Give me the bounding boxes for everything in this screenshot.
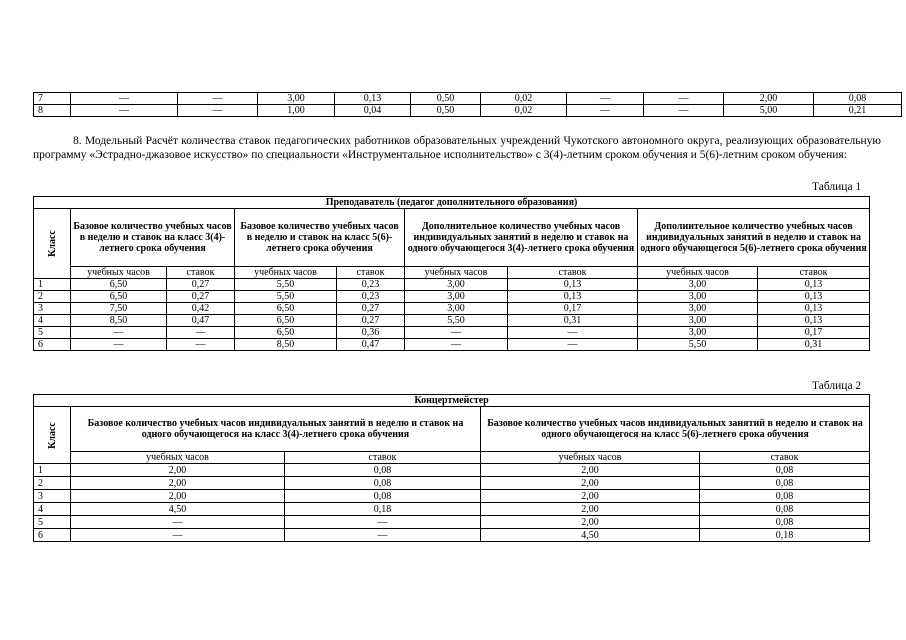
sub-header-hours: учебных часов <box>71 267 167 279</box>
value-cell: 3,00 <box>638 279 758 291</box>
class-cell: 3 <box>34 303 71 315</box>
value-cell: — <box>405 339 508 351</box>
value-cell: 2,00 <box>71 477 285 490</box>
value-cell: — <box>167 339 235 351</box>
value-cell: 5,50 <box>405 315 508 327</box>
value-cell: 0,27 <box>167 291 235 303</box>
sub-header-rate: ставок <box>508 267 638 279</box>
value-cell: 6,50 <box>235 315 337 327</box>
value-cell: 6,50 <box>71 291 167 303</box>
class-cell: 3 <box>34 490 71 503</box>
group-header: Базовое количество учебных часов в неделю и ставок на класс 3(4)-летнего срока обучения <box>71 209 235 267</box>
value-cell: 0,23 <box>337 279 405 291</box>
value-cell: 0,27 <box>337 315 405 327</box>
value-cell: 2,00 <box>481 477 700 490</box>
table-row <box>34 327 870 339</box>
sub-header-rate: ставок <box>337 267 405 279</box>
value-cell: 6,50 <box>235 303 337 315</box>
value-cell: 2,00 <box>481 503 700 516</box>
class-cell: 4 <box>34 503 71 516</box>
section-paragraph: 8. Модельный Расчёт количества ставок педагогических работников образовательных учреждений Чукотского автономного округа, реализующих образовательную программу «Эстрадно-джазовое искусство» по специальности «Инструментальное исполнительство» с 3(4)-летним сроком обучения и 5(6)-летним сроком обучения: <box>33 135 881 161</box>
value-cell: — <box>644 93 724 105</box>
class-cell: 5 <box>34 516 71 529</box>
value-cell: 2,00 <box>71 464 285 477</box>
value-cell: 0,13 <box>758 279 870 291</box>
value-cell: 5,50 <box>235 279 337 291</box>
value-cell: — <box>644 105 724 117</box>
value-cell: 3,00 <box>405 279 508 291</box>
table-row <box>34 477 870 490</box>
value-cell: 2,00 <box>481 516 700 529</box>
value-cell: 0,47 <box>167 315 235 327</box>
value-cell: — <box>178 93 258 105</box>
class-cell: 2 <box>34 291 71 303</box>
value-cell: 3,00 <box>638 291 758 303</box>
table-row <box>34 93 902 105</box>
teacher-rates-table <box>33 196 870 351</box>
value-cell: 0,50 <box>411 93 481 105</box>
table1-title: Преподаватель (педагог дополнительного образования) <box>34 197 870 209</box>
value-cell: 4,50 <box>481 529 700 542</box>
table-row <box>34 279 870 291</box>
value-cell: — <box>167 327 235 339</box>
value-cell: 0,13 <box>508 279 638 291</box>
value-cell: — <box>567 105 644 117</box>
class-cell: 6 <box>34 339 71 351</box>
table-row <box>34 490 870 503</box>
value-cell: 0,02 <box>481 105 567 117</box>
value-cell: 4,50 <box>71 503 285 516</box>
value-cell: 0,27 <box>337 303 405 315</box>
table-row <box>34 105 902 117</box>
sub-header-hours: учебных часов <box>638 267 758 279</box>
sub-header-rate: ставок <box>758 267 870 279</box>
value-cell: 0,27 <box>167 279 235 291</box>
table-row <box>34 529 870 542</box>
value-cell: 0,18 <box>700 529 870 542</box>
value-cell: 7,50 <box>71 303 167 315</box>
value-cell: 3,00 <box>638 327 758 339</box>
value-cell: 5,50 <box>235 291 337 303</box>
value-cell: — <box>508 327 638 339</box>
group-header: Базовое количество учебных часов в неделю и ставок на класс 5(6)-летнего срока обучения <box>235 209 405 267</box>
value-cell: 0,13 <box>335 93 411 105</box>
value-cell: 0,08 <box>700 503 870 516</box>
sub-header-hours: учебных часов <box>405 267 508 279</box>
value-cell: 0,08 <box>285 490 481 503</box>
value-cell: 0,47 <box>337 339 405 351</box>
value-cell: 0,21 <box>814 105 902 117</box>
value-cell: 5,00 <box>724 105 814 117</box>
value-cell: — <box>178 105 258 117</box>
value-cell: 0,08 <box>285 464 481 477</box>
table-row <box>34 503 870 516</box>
group-header: Дополнительное количество учебных часов индивидуальных занятий в неделю и ставок на одного обучающегося 5(6)-летнего срока обучения <box>638 209 870 267</box>
value-cell: 0,13 <box>758 315 870 327</box>
class-cell: 6 <box>34 529 71 542</box>
table1-label: Таблица 1 <box>812 181 862 193</box>
sub-header-rate: ставок <box>700 452 870 464</box>
class-cell: 8 <box>34 105 71 117</box>
class-cell: 4 <box>34 315 71 327</box>
table-row <box>34 339 870 351</box>
group-header: Дополнительное количество учебных часов индивидуальных занятий в неделю и ставок на одного обучающегося 3(4)-летнего срока обучения <box>405 209 638 267</box>
class-cell: 5 <box>34 327 71 339</box>
value-cell: — <box>285 529 481 542</box>
sub-header-rate: ставок <box>285 452 481 464</box>
value-cell: 0,18 <box>285 503 481 516</box>
class-cell: 1 <box>34 279 71 291</box>
value-cell: 0,42 <box>167 303 235 315</box>
value-cell: 0,02 <box>481 93 567 105</box>
value-cell: 6,50 <box>71 279 167 291</box>
value-cell: 1,00 <box>258 105 335 117</box>
value-cell: 0,13 <box>508 291 638 303</box>
value-cell: 0,17 <box>758 327 870 339</box>
value-cell: 0,31 <box>758 339 870 351</box>
value-cell: 0,17 <box>508 303 638 315</box>
value-cell: 3,00 <box>258 93 335 105</box>
sub-header-hours: учебных часов <box>71 452 285 464</box>
sub-header-rate: ставок <box>167 267 235 279</box>
value-cell: 0,04 <box>335 105 411 117</box>
table-row <box>34 303 870 315</box>
value-cell: 0,08 <box>700 464 870 477</box>
table-row <box>34 516 870 529</box>
class-column-header: Класс <box>34 209 71 279</box>
accompanist-rates-table <box>33 394 870 542</box>
class-cell: 7 <box>34 93 71 105</box>
value-cell: 6,50 <box>235 327 337 339</box>
table-row <box>34 464 870 477</box>
value-cell: — <box>508 339 638 351</box>
value-cell: 2,00 <box>481 490 700 503</box>
value-cell: — <box>71 93 178 105</box>
value-cell: 8,50 <box>235 339 337 351</box>
value-cell: — <box>71 529 285 542</box>
table2-title: Концертмейстер <box>34 395 870 407</box>
continuation-table <box>33 92 902 117</box>
value-cell: 0,08 <box>700 490 870 503</box>
value-cell: — <box>405 327 508 339</box>
value-cell: 5,50 <box>638 339 758 351</box>
value-cell: 0,13 <box>758 291 870 303</box>
value-cell: 0,23 <box>337 291 405 303</box>
value-cell: 3,00 <box>405 303 508 315</box>
sub-header-hours: учебных часов <box>235 267 337 279</box>
table-row <box>34 315 870 327</box>
value-cell: — <box>71 327 167 339</box>
value-cell: — <box>71 516 285 529</box>
class-cell: 2 <box>34 477 71 490</box>
value-cell: — <box>285 516 481 529</box>
value-cell: 2,00 <box>71 490 285 503</box>
value-cell: 0,50 <box>411 105 481 117</box>
value-cell: 0,13 <box>758 303 870 315</box>
value-cell: 3,00 <box>405 291 508 303</box>
value-cell: — <box>71 339 167 351</box>
class-column-header: Класс <box>34 407 71 464</box>
table-row <box>34 291 870 303</box>
value-cell: — <box>71 105 178 117</box>
table2-label: Таблица 2 <box>812 380 862 392</box>
value-cell: — <box>567 93 644 105</box>
value-cell: 0,08 <box>700 516 870 529</box>
value-cell: 2,00 <box>724 93 814 105</box>
value-cell: 8,50 <box>71 315 167 327</box>
group-header: Базовое количество учебных часов индивидуальных занятий в неделю и ставок на одного обучающегося на класс 5(6)-летнего срока обучения <box>481 407 870 452</box>
value-cell: 0,36 <box>337 327 405 339</box>
value-cell: 2,00 <box>481 464 700 477</box>
value-cell: 0,31 <box>508 315 638 327</box>
value-cell: 3,00 <box>638 315 758 327</box>
value-cell: 0,08 <box>285 477 481 490</box>
value-cell: 0,08 <box>814 93 902 105</box>
value-cell: 3,00 <box>638 303 758 315</box>
value-cell: 0,08 <box>700 477 870 490</box>
sub-header-hours: учебных часов <box>481 452 700 464</box>
group-header: Базовое количество учебных часов индивидуальных занятий в неделю и ставок на одного обучающегося на класс 3(4)-летнего срока обучения <box>71 407 481 452</box>
class-cell: 1 <box>34 464 71 477</box>
